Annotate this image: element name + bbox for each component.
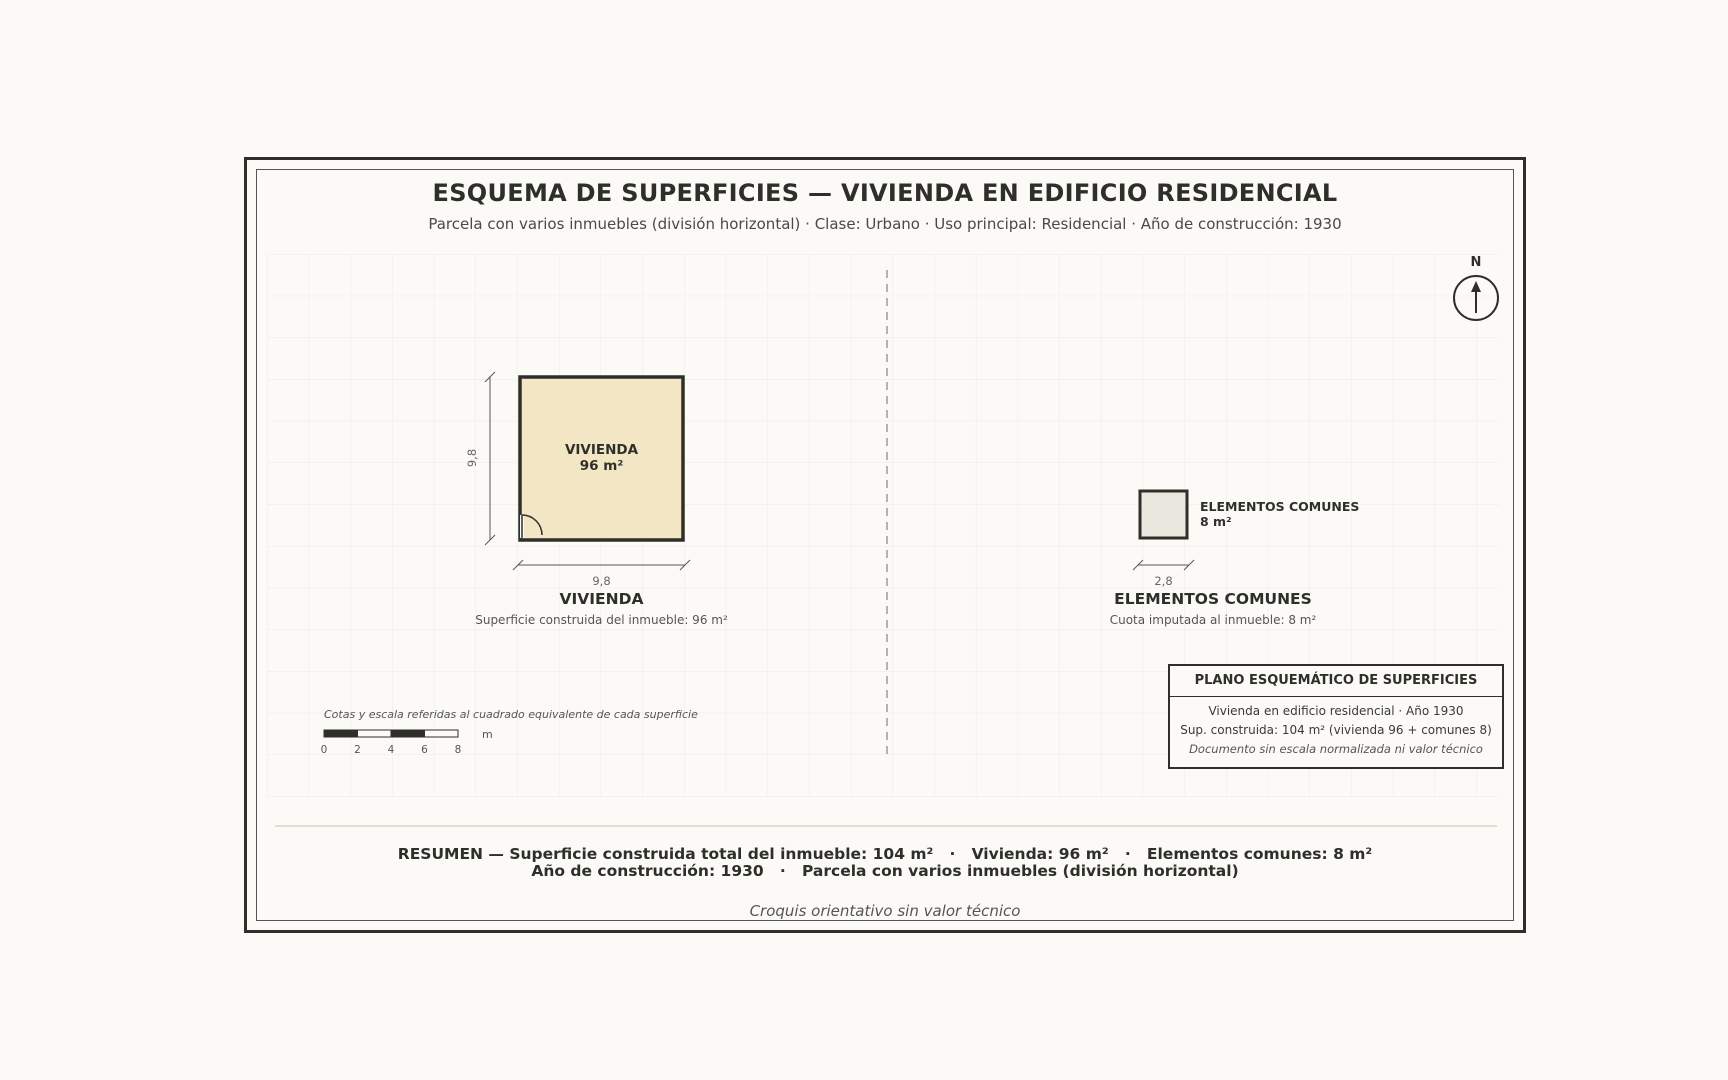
scale-bar xyxy=(324,730,458,737)
info-box-line-1: Vivienda en edificio residencial · Año 1930 xyxy=(1208,704,1464,718)
comunes-inner-area: 8 m² xyxy=(1200,514,1232,529)
comunes-inner-name: ELEMENTOS COMUNES xyxy=(1200,499,1360,514)
comunes-square xyxy=(1140,491,1187,538)
comunes-width-label: 2,8 xyxy=(1154,574,1173,588)
vivienda-inner-name: VIVIENDA xyxy=(564,442,639,458)
info-box-line-2: Sup. construida: 104 m² (vivienda 96 + comunes 8) xyxy=(1180,723,1492,737)
comunes-caption-text: Cuota imputada al inmueble: 8 m² xyxy=(1109,613,1317,627)
plan-drawing xyxy=(247,160,1523,930)
compass-label: N xyxy=(1470,255,1482,270)
info-box-line-3: Documento sin escala normalizada ni valor técnico xyxy=(1189,742,1483,756)
scale-note: Cotas y escala referidas al cuadrado equivalente de cada superficie xyxy=(324,708,698,721)
page-subtitle: Parcela con varios inmuebles (división horizontal) · Clase: Urbano · Uso principal: Residencial · Año de construcción: 1930 xyxy=(428,215,1342,233)
summary-block xyxy=(247,846,1523,880)
vivienda-inner-area: 96 m² xyxy=(579,458,624,474)
info-box-title: PLANO ESQUEMÁTICO DE SUPERFICIES xyxy=(1170,666,1502,697)
info-box xyxy=(1168,664,1504,769)
page-title: ESQUEMA DE SUPERFICIES — VIVIENDA EN EDIFICIO RESIDENCIAL xyxy=(432,179,1338,207)
vivienda-caption-text: Superficie construida del inmueble: 96 m² xyxy=(475,613,728,627)
scale-tick-1: 2 xyxy=(354,744,361,756)
scale-tick-4: 8 xyxy=(454,744,462,756)
summary-line-1: RESUMEN — Superficie construida total del inmueble: 104 m² · Vivienda: 96 m² · Elementos comunes: 8 m² xyxy=(397,845,1373,863)
plan-sheet xyxy=(244,157,1526,933)
comunes-caption-title: ELEMENTOS COMUNES xyxy=(1114,590,1312,608)
scale-tick-0: 0 xyxy=(320,744,328,756)
scale-tick-2: 4 xyxy=(387,744,395,756)
scale-tick-3: 6 xyxy=(421,744,428,756)
footer-note: Croquis orientativo sin valor técnico xyxy=(749,902,1021,920)
vivienda-width-label: 9,8 xyxy=(592,574,611,588)
vivienda-height-label: 9,8 xyxy=(465,448,479,468)
summary-line-2: Año de construcción: 1930 · Parcela con varios inmuebles (división horizontal) xyxy=(531,862,1239,880)
vivienda-caption-title: VIVIENDA xyxy=(559,590,644,608)
scale-unit: m xyxy=(482,728,493,741)
